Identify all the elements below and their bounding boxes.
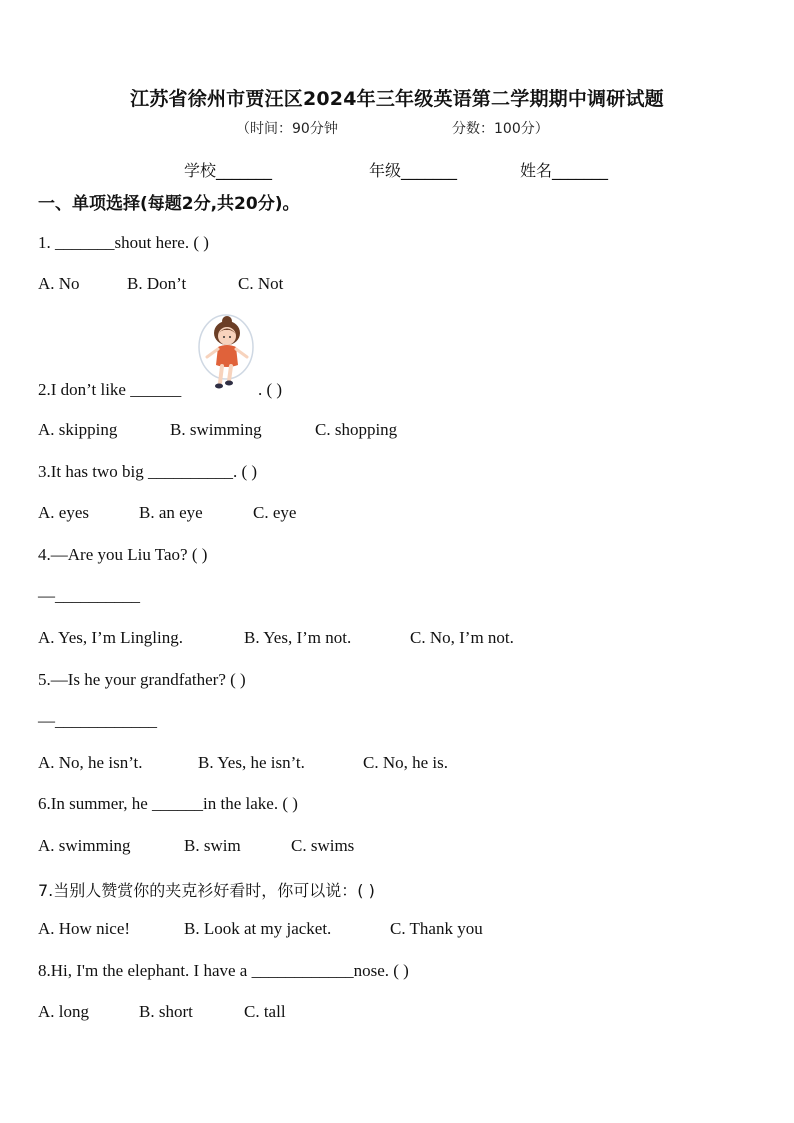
question-6-option-a: A. swimming <box>38 836 131 855</box>
question-5-answer-line: —____________ <box>38 711 157 730</box>
question-7-option-c: C. Thank you <box>390 919 483 938</box>
question-4-option-a: A. Yes, I’m Lingling. <box>38 628 183 647</box>
exam-score: 分数：100分） <box>452 121 549 137</box>
question-2-stem-before: 2.I don’t like ______ <box>38 380 182 399</box>
school-field: 学校_______ <box>184 161 273 180</box>
question-6-option-c: C. swims <box>291 836 355 855</box>
question-5-option-a: A. No, he isn’t. <box>38 753 143 772</box>
exam-title: 江苏省徐州市贾汪区2024年三年级英语第二学期期中调研试题 <box>130 88 664 110</box>
question-1-option-c: C. Not <box>238 274 284 293</box>
question-8-stem: 8.Hi, I'm the elephant. I have a ____________nose. ( ) <box>38 961 409 980</box>
question-4-stem: 4.—Are you Liu Tao? ( ) <box>38 545 208 564</box>
question-2-stem-after: . ( ) <box>258 380 283 399</box>
question-3-option-b: B. an eye <box>139 503 203 522</box>
question-1-option-a: A. No <box>38 274 80 293</box>
question-7-option-a: A. How nice! <box>38 919 131 938</box>
question-8-option-b: B. short <box>139 1002 193 1021</box>
question-3-stem: 3.It has two big __________. ( ) <box>38 462 258 481</box>
question-8-option-c: C. tall <box>244 1002 286 1021</box>
section-title: 一、单项选择(每题2分,共20分)。 <box>38 194 300 214</box>
question-6-stem: 6.In summer, he ______in the lake. ( ) <box>38 794 298 813</box>
question-3-option-c: C. eye <box>253 503 297 522</box>
question-2-option-b: B. swimming <box>170 420 262 439</box>
question-4-answer-line: —__________ <box>38 586 140 605</box>
question-5-stem: 5.—Is he your grandfather? ( ) <box>38 670 246 689</box>
question-5-option-c: C. No, he is. <box>363 753 448 772</box>
question-5-option-b: B. Yes, he isn’t. <box>198 753 305 772</box>
question-2-option-c: C. shopping <box>315 420 398 439</box>
question-2-option-a: A. skipping <box>38 420 118 439</box>
question-4-option-b: B. Yes, I’m not. <box>244 628 352 647</box>
grade-field: 年级_______ <box>369 161 458 180</box>
question-6-option-b: B. swim <box>184 836 241 855</box>
question-1-stem: 1. _______shout here. ( ) <box>38 233 209 252</box>
question-7-stem: 7.当别人赞赏你的夹克衫好看时，你可以说：( ) <box>38 881 375 900</box>
girl-skipping-rope-icon <box>196 311 258 397</box>
question-1-option-b: B. Don’t <box>127 274 187 293</box>
name-field: 姓名_______ <box>520 161 609 180</box>
question-4-option-c: C. No, I’m not. <box>410 628 514 647</box>
question-3-option-a: A. eyes <box>38 503 89 522</box>
question-8-option-a: A. long <box>38 1002 89 1021</box>
question-7-option-b: B. Look at my jacket. <box>184 919 332 938</box>
exam-time: （时间：90分钟 <box>236 121 338 137</box>
